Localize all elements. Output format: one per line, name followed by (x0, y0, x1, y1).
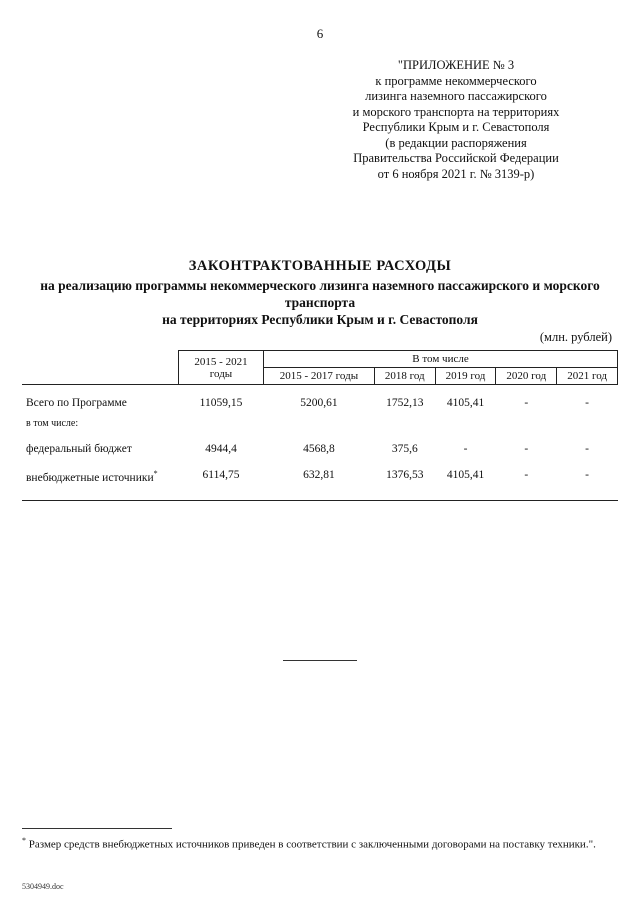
table-row (22, 416, 618, 436)
table-row (22, 462, 618, 500)
cell-value: 1752,13 (386, 397, 424, 409)
cell-value: 632,81 (264, 462, 375, 500)
document-reference: 5304949.doc (22, 882, 64, 891)
header-group: В том числе (264, 351, 618, 368)
cell-value: 375,6 (391, 443, 418, 455)
document-title (40, 258, 600, 328)
separator-line (283, 660, 357, 661)
header-year: 2018 год (374, 368, 435, 385)
row-label: в том числе: (26, 418, 79, 429)
footnote-separator (22, 828, 172, 829)
appendix-line: и морского транспорта на территориях (352, 104, 560, 119)
cell-value: 4105,41 (435, 462, 496, 500)
cell-value: - (585, 397, 590, 409)
cell-value: - (585, 443, 590, 455)
cell-value: 4944,4 (205, 443, 237, 455)
cell-value: 11059,15 (199, 397, 243, 409)
header-total: 2015 - 2021 годы (179, 351, 264, 385)
appendix-line: Республики Крым и г. Севастополя (362, 120, 550, 134)
table-row (22, 436, 618, 462)
row-label (22, 462, 179, 500)
cell-value: - (463, 443, 468, 455)
cell-value: 1376,53 (374, 462, 435, 500)
cell-value: 5200,61 (300, 397, 338, 409)
header-blank (22, 351, 179, 385)
cell-value: 4105,41 (446, 397, 485, 409)
page-number: 6 (316, 26, 324, 41)
units-label: (млн. рублей) (539, 330, 612, 344)
cell-value: - (496, 462, 557, 500)
expenses-table (22, 350, 618, 501)
appendix-line: Правительства Российской Федерации (353, 151, 559, 165)
appendix-line: от 6 ноября 2021 г. № 3139-р) (377, 166, 535, 181)
appendix-header (306, 58, 606, 182)
appendix-line: "ПРИЛОЖЕНИЕ № 3 (397, 58, 515, 72)
cell-value: - (524, 397, 529, 409)
table-row (22, 385, 618, 417)
appendix-line: (в редакции распоряжения (385, 135, 527, 150)
row-label-text: внебюджетные источники (26, 471, 154, 484)
header-year: 2015 - 2017 годы (264, 368, 375, 385)
cell-value: - (557, 462, 618, 500)
header-year: 2020 год (496, 368, 557, 385)
footnote (22, 834, 618, 852)
cell-value: 4568,8 (303, 443, 335, 455)
row-label: федеральный бюджет (26, 443, 132, 455)
cell-value: - (524, 443, 529, 455)
footnote-marker: * (153, 469, 158, 478)
appendix-line: к программе некоммерческого (375, 73, 537, 88)
footnote-marker: * (22, 836, 26, 845)
header-year: 2019 год (435, 368, 496, 385)
title-line: на реализацию программы некоммерческого лизинга наземного пассажирского и морского транспорта (40, 278, 600, 310)
title-line: на территориях Республики Крым и г. Севастополя (162, 312, 478, 327)
cell-value: 6114,75 (179, 462, 264, 500)
header-year: 2021 год (557, 368, 618, 385)
appendix-line: лизинга наземного пассажирского (365, 89, 547, 103)
title-main: ЗАКОНТРАКТОВАННЫЕ РАСХОДЫ (188, 258, 452, 274)
row-label: Всего по Программе (26, 397, 127, 409)
footnote-text: Размер средств внебюджетных источников приведен в соответствии с заключенными договорами на поставку техники.". (28, 838, 596, 851)
